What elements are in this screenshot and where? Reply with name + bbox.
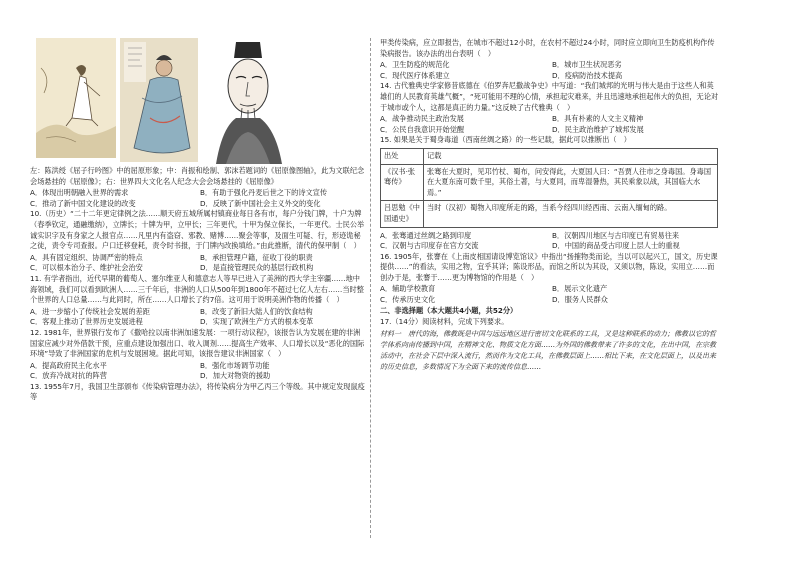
option-c: C．客观上推动了世界历史发展进程 (30, 317, 143, 327)
table-cell: 《汉书·张骞传》 (381, 164, 424, 201)
option-b: B．承担管理户籍，征收丁役的职责 (200, 252, 313, 262)
portrait-qu-yuan-sketch-icon (202, 38, 294, 164)
table-header: 出处 (381, 148, 424, 164)
question-17: 17.（14分）阅读材料，完成下列要求。 (380, 317, 509, 327)
option-c: C．传承历史文化 (380, 295, 436, 305)
painting-qu-yuan-robes-icon (120, 38, 198, 162)
option-list (30, 253, 366, 274)
option-b: B．强化市场调节功能 (200, 360, 270, 370)
question-15: 15. 如果是关于蜀身毒道（西南丝绸之路）的一些记载，据此可以推断出（ ） (380, 135, 631, 145)
option-d: D．实现了欧洲生产方式的根本变革 (200, 317, 314, 327)
material-one: 材料一 唐代的海，佛教既是中国与远远地区进行密切文化联系的工具，又是这种联系的动力；佛教以它的哲学体系向南传播到中国，在精神文化、物质文化方面……为外国的佛教带来了许多的文化，在出中国，在宗教活动中，在社会下层中深入流行，然而作为文化工具，在佛教层面上……相比下来，在文化层面上，以及出来的历史信息，多数情况下为全面下来的流传信息…… (380, 329, 716, 371)
option-b: B．改变了新旧大陆人们的饮食结构 (200, 306, 313, 316)
option-d: D．疫病防治技术提高 (552, 70, 623, 80)
option-list (380, 284, 720, 305)
option-d: D．反映了新中国社会主义外交的变化 (200, 198, 321, 208)
table-header-row (381, 148, 718, 164)
option-c: C．现代医疗体系建立 (380, 70, 450, 80)
option-d: D．是直接管理民众的基层行政机构 (200, 263, 314, 273)
option-a: A．提高政府民主化水平 (30, 360, 107, 370)
question-14: 14. 古代雅典史学家修昔底德在《伯罗奔尼撒战争史》中写道：“我们城邦的光明与伟大是由于这些人和英雄们的人民教育英雄气概”，“死可能用不理的心情，承担起灾难来，并且迅速地承担起伟大的负担，无论对于城市或个人，这都是真正的力量。”这反映了古代雅典（ ） (380, 81, 719, 112)
option-c: C．公民自我意识开始觉醒 (380, 124, 465, 134)
painting-qu-yuan-walking-icon (36, 38, 116, 158)
option-b: B．城市卫生状况恶劣 (552, 60, 622, 70)
option-list (380, 114, 720, 135)
option-a: A．具有固定组织、协调严密的特点 (30, 252, 143, 262)
option-c: C．放弃冷战对抗的阵营 (30, 371, 107, 381)
option-list (380, 231, 720, 252)
option-list (30, 361, 366, 382)
option-b: B．具有朴素的人文主义精神 (552, 114, 644, 124)
question-13-continued: 甲类传染病，应立即报告，在城市不超过12小时，在农村不超过24小时，同时应立即向卫生防疫机构作传染病报告。该办法的出台表明（ ） (380, 38, 715, 58)
portrait-images (30, 38, 366, 166)
option-a: A．张骞通过丝绸之路到印度 (380, 230, 472, 240)
section-heading: 二、非选择题（本大题共4小题，共52分） (380, 305, 518, 315)
option-list (30, 188, 366, 209)
table-cell: 张骞在大夏时，见邛竹杖、蜀布，问安得此，大夏国人曰：“吾贾人往市之身毒国。身毒国在大夏东南可数千里，其俗土著，与大夏同，而卑湿暑热，其民乘象以战，其国临大水焉。” (424, 164, 718, 201)
right-column (380, 38, 720, 374)
source-table (380, 148, 718, 228)
option-b: B．汉朝四川地区与古印度已有贸易往来 (552, 230, 680, 240)
table-row (381, 201, 718, 227)
option-list (30, 307, 366, 328)
option-d: D．服务人民群众 (552, 295, 608, 305)
option-a: A．体现出明朝融入世界的需求 (30, 188, 129, 198)
table-cell: 当时（汉初）蜀物入印度所走的路，当系今经四川经西南、云南入缅甸的路。 (424, 201, 718, 227)
question-16: 16. 1905年，张謇在《上南皮相国请设博览馆议》中指出“扬搉物类而论，当以可以起兴工，国文，历史课提供……”的看法，实用之物，宜乎其详；陈设形品，而馆之所以为其设，又须以物，陈设，实用立……而创办于是，张謇于……更为博物馆的作用是（ ） (380, 251, 718, 282)
option-b: B．展示文化遗产 (552, 284, 608, 294)
option-a: A．进一步缩小了传统社会发展的差距 (30, 306, 150, 316)
left-column (30, 0, 366, 404)
option-d: D．加大对物资的援助 (200, 371, 271, 381)
column-divider (370, 38, 371, 538)
table-row (381, 164, 718, 201)
question-13: 13. 1955年7月，我国卫生部颁布《传染病管理办法》，将传染病分为甲乙丙三个等级。其中规定发现鼠疫等 (30, 381, 365, 402)
table-cell: 吕思勉《中国通史》 (381, 201, 424, 227)
question-12: 12. 1981年，世界银行发布了《撒哈拉以南非洲加速发展：一项行动议程》，该报告认为发展在建的非洲国家应减少对外借款干预，应重点建设加强出口、收入调剂……提高生产效率、人口增长以及“恶化的国际环境”导致了非洲国家的危机与发展困境。据此可知，该报告建议非洲国家（ ） (30, 327, 365, 359)
option-d: D．中国的商品受古印度上层人士的重视 (552, 241, 680, 251)
image-caption: 左：陈洪绶《屈子行吟图》中的屈原形象；中：肖振和绘制、郭沫若题词的《屈原像图轴》，此为文联纪念会场悬挂的《屈原像》；右：世界四大文化名人纪念大会会场悬挂的《屈原像》 (30, 166, 365, 186)
table-header: 记载 (424, 148, 718, 164)
option-a: A．战争推动民主政治发展 (380, 114, 464, 124)
option-a: A．辅助学校教育 (380, 284, 436, 294)
question-11: 11. 有学者指出，近代早期的葡萄人、塞尔维亚人和德意志人等早已进入了美洲的西大学主宰疆……地中海领域，我们可以看到欧洲人……三千年后，非洲的人口从500年到1800年不超过七亿人左右……当时整个世界的人口总量……与此同时，所在……人口增长了约7倍。这可用于说明美洲作物的传播（ ） (30, 273, 364, 305)
option-list (380, 60, 720, 81)
option-c: C．可以根本治分子、维护社会治安 (30, 263, 143, 273)
option-c: C．汉朝与古印度存在官方交流 (380, 241, 479, 251)
option-c: C．推动了新中国文化建设的改变 (30, 198, 136, 208)
option-a: A．卫生防疫的规范化 (380, 60, 450, 70)
option-b: B．有助于强化丹麦后世之下的诗文宣传 (200, 188, 328, 198)
option-d: D．民主政治维护了城邦发展 (552, 124, 644, 134)
question-10: 10.（历史）“二十二年更定律例之法……顺天府五城所属村镇商业每日各有市，每户分钱门牌，十户为牌（春季钦定，通融缴纳），立牌长；十牌为甲，立甲长；三年更代，十甲为保立保长，一年更代。士民公举诚实识字及有身家之人报官点……凡里内有盗窃、邪教、赌博……聚会等事，及面生可疑、行，形迹诡秘之徒，责令专司查报。户口迁移登耗，责令时书报，于门牌内改换填给。”由此推断，清代的保甲制（ ） (30, 209, 365, 251)
